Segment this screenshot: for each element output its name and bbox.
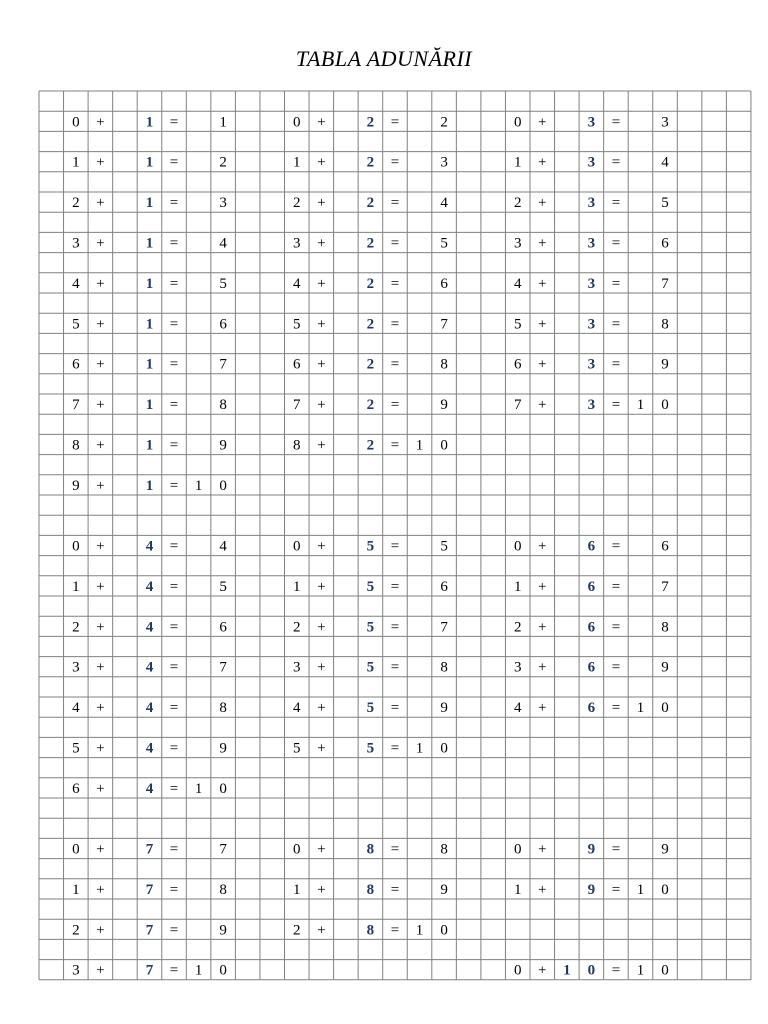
first-addend: 6 — [513, 356, 522, 373]
first-addend: 8 — [293, 437, 301, 454]
equals-sign: = — [611, 235, 621, 252]
equals-sign: = — [390, 275, 400, 292]
result: 7 — [219, 841, 227, 858]
equals-sign: = — [390, 195, 400, 212]
second-addend: 2 — [366, 114, 375, 131]
first-addend: 0 — [72, 841, 80, 858]
first-addend: 5 — [293, 740, 301, 757]
plus-sign: + — [317, 659, 326, 676]
equals-sign: = — [390, 700, 400, 717]
result-digit: 1 — [194, 477, 203, 494]
result-digit: 1 — [636, 962, 645, 979]
first-addend: 7 — [293, 397, 301, 414]
equals-sign: = — [611, 700, 621, 717]
equals-sign: = — [390, 235, 400, 252]
second-addend: 5 — [366, 700, 375, 717]
plus-sign: + — [96, 780, 105, 797]
result: 4 — [219, 235, 227, 252]
result: 2 — [219, 154, 227, 171]
first-addend: 2 — [72, 922, 80, 939]
first-addend: 4 — [72, 700, 80, 717]
first-addend: 3 — [72, 659, 80, 676]
first-addend: 2 — [293, 922, 301, 939]
plus-sign: + — [96, 397, 105, 414]
first-addend: 5 — [72, 740, 80, 757]
plus-sign: + — [96, 619, 105, 636]
plus-sign: + — [96, 114, 105, 131]
plus-sign: + — [538, 275, 547, 292]
second-addend: 2 — [366, 397, 375, 414]
result: 9 — [440, 397, 448, 414]
result: 3 — [219, 195, 227, 212]
equals-sign: = — [390, 659, 400, 676]
result: 6 — [661, 538, 669, 555]
result-digit: 1 — [415, 437, 424, 454]
second-addend: 4 — [145, 700, 154, 717]
second-addend: 4 — [145, 659, 154, 676]
equals-sign: = — [169, 114, 179, 131]
plus-sign: + — [96, 437, 105, 454]
equals-sign: = — [611, 619, 621, 636]
result: 8 — [219, 700, 227, 717]
second-addend: 4 — [145, 538, 154, 555]
equals-sign: = — [169, 841, 179, 858]
second-addend: 3 — [587, 154, 596, 171]
result: 7 — [661, 275, 669, 292]
result: 7 — [661, 578, 669, 595]
second-addend: 1 — [145, 235, 154, 252]
plus-sign: + — [538, 619, 547, 636]
second-addend: 1 — [145, 356, 154, 373]
second-addend: 2 — [366, 275, 375, 292]
first-addend: 3 — [293, 659, 301, 676]
first-addend: 1 — [72, 154, 80, 171]
first-addend: 1 — [513, 578, 522, 595]
result-digit: 0 — [661, 962, 669, 979]
equals-sign: = — [169, 477, 179, 494]
equals-sign: = — [169, 659, 179, 676]
equals-sign: = — [611, 578, 621, 595]
equals-sign: = — [611, 841, 621, 858]
second-addend: 7 — [145, 841, 154, 858]
result: 8 — [661, 316, 669, 333]
first-addend: 1 — [293, 578, 301, 595]
second-addend: 2 — [366, 195, 375, 212]
plus-sign: + — [538, 962, 547, 979]
second-addend: 5 — [366, 659, 375, 676]
result: 8 — [661, 619, 669, 636]
second-addend: 1 — [145, 114, 154, 131]
result: 9 — [219, 437, 227, 454]
plus-sign: + — [538, 316, 547, 333]
equals-sign: = — [169, 780, 179, 797]
equals-sign: = — [390, 114, 400, 131]
equals-sign: = — [611, 154, 621, 171]
plus-sign: + — [538, 538, 547, 555]
second-addend: 1 — [145, 477, 154, 494]
plus-sign: + — [96, 962, 105, 979]
plus-sign: + — [96, 154, 105, 171]
plus-sign: + — [317, 195, 326, 212]
result: 6 — [661, 235, 669, 252]
first-addend: 7 — [72, 397, 80, 414]
second-addend: 2 — [366, 235, 375, 252]
result: 9 — [661, 659, 669, 676]
first-addend: 5 — [72, 316, 80, 333]
second-addend: 1 — [145, 154, 154, 171]
first-addend: 2 — [513, 619, 522, 636]
first-addend: 5 — [293, 316, 301, 333]
result: 5 — [219, 275, 227, 292]
equals-sign: = — [169, 619, 179, 636]
result-digit: 1 — [194, 780, 203, 797]
result: 6 — [219, 316, 227, 333]
result: 7 — [219, 659, 227, 676]
first-addend: 4 — [513, 275, 522, 292]
equals-sign: = — [169, 154, 179, 171]
equals-sign: = — [611, 356, 621, 373]
plus-sign: + — [96, 578, 105, 595]
first-addend: 0 — [513, 538, 522, 555]
second-addend: 8 — [366, 881, 375, 898]
second-addend: 7 — [145, 881, 154, 898]
second-addend: 6 — [587, 538, 596, 555]
first-addend: 4 — [513, 700, 522, 717]
second-addend: 3 — [587, 114, 596, 131]
equals-sign: = — [169, 962, 179, 979]
equals-sign: = — [390, 316, 400, 333]
second-addend: 8 — [366, 922, 375, 939]
result: 3 — [661, 114, 669, 131]
first-addend: 0 — [293, 114, 301, 131]
first-addend: 9 — [72, 477, 80, 494]
first-addend: 0 — [293, 538, 301, 555]
equals-sign: = — [390, 397, 400, 414]
first-addend: 0 — [72, 114, 80, 131]
second-addend: 5 — [366, 538, 375, 555]
second-addend: 6 — [587, 700, 596, 717]
first-addend: 2 — [72, 619, 80, 636]
first-addend: 0 — [513, 114, 522, 131]
result-digit: 1 — [415, 740, 424, 757]
second-addend: 5 — [366, 619, 375, 636]
equals-sign: = — [169, 881, 179, 898]
second-addend: 3 — [587, 397, 596, 414]
plus-sign: + — [317, 700, 326, 717]
plus-sign: + — [538, 841, 547, 858]
plus-sign: + — [538, 154, 547, 171]
equals-sign: = — [390, 538, 400, 555]
second-addend: 5 — [366, 740, 375, 757]
plus-sign: + — [317, 437, 326, 454]
plus-sign: + — [96, 195, 105, 212]
equals-sign: = — [390, 619, 400, 636]
second-addend-digit: 1 — [563, 962, 571, 979]
result: 4 — [440, 195, 448, 212]
first-addend: 6 — [293, 356, 301, 373]
second-addend: 4 — [145, 780, 154, 797]
result: 7 — [440, 619, 448, 636]
equals-sign: = — [390, 881, 400, 898]
first-addend: 5 — [513, 316, 522, 333]
first-addend: 4 — [293, 275, 301, 292]
equals-sign: = — [390, 578, 400, 595]
result-digit: 0 — [219, 962, 227, 979]
plus-sign: + — [538, 397, 547, 414]
second-addend: 2 — [366, 356, 375, 373]
equals-sign: = — [169, 740, 179, 757]
result: 7 — [219, 356, 227, 373]
second-addend: 3 — [587, 275, 596, 292]
result: 7 — [440, 316, 448, 333]
equals-sign: = — [169, 356, 179, 373]
first-addend: 7 — [513, 397, 522, 414]
result: 9 — [661, 356, 669, 373]
equals-sign: = — [611, 275, 621, 292]
plus-sign: + — [317, 841, 326, 858]
plus-sign: + — [538, 356, 547, 373]
second-addend: 1 — [145, 397, 154, 414]
plus-sign: + — [317, 275, 326, 292]
result-digit: 1 — [636, 700, 645, 717]
second-addend: 3 — [587, 235, 596, 252]
first-addend: 1 — [513, 881, 522, 898]
second-addend: 1 — [145, 437, 154, 454]
result-digit: 0 — [219, 477, 227, 494]
second-addend: 8 — [366, 841, 375, 858]
plus-sign: + — [538, 235, 547, 252]
plus-sign: + — [96, 841, 105, 858]
result: 9 — [219, 922, 227, 939]
second-addend: 7 — [145, 922, 154, 939]
first-addend: 1 — [72, 881, 80, 898]
plus-sign: + — [96, 477, 105, 494]
second-addend: 6 — [587, 619, 596, 636]
result: 8 — [219, 397, 227, 414]
second-addend: 6 — [587, 659, 596, 676]
plus-sign: + — [317, 740, 326, 757]
plus-sign: + — [538, 881, 547, 898]
second-addend: 9 — [587, 841, 596, 858]
plus-sign: + — [96, 700, 105, 717]
result-digit: 0 — [661, 700, 669, 717]
first-addend: 3 — [72, 962, 80, 979]
equals-sign: = — [390, 922, 400, 939]
plus-sign: + — [96, 275, 105, 292]
equals-sign: = — [611, 881, 621, 898]
result-digit: 0 — [440, 437, 448, 454]
plus-sign: + — [317, 316, 326, 333]
equals-sign: = — [611, 659, 621, 676]
first-addend: 1 — [513, 154, 522, 171]
plus-sign: + — [317, 619, 326, 636]
second-addend: 4 — [145, 578, 154, 595]
equals-sign: = — [169, 397, 179, 414]
result-digit: 0 — [219, 780, 227, 797]
plus-sign: + — [317, 922, 326, 939]
equals-sign: = — [390, 437, 400, 454]
equals-sign: = — [169, 578, 179, 595]
equals-sign: = — [169, 538, 179, 555]
second-addend: 5 — [366, 578, 375, 595]
result: 5 — [661, 195, 669, 212]
result: 4 — [219, 538, 227, 555]
plus-sign: + — [317, 356, 326, 373]
result: 1 — [219, 114, 227, 131]
result: 9 — [661, 841, 669, 858]
plus-sign: + — [317, 154, 326, 171]
first-addend: 2 — [513, 195, 522, 212]
first-addend: 0 — [293, 841, 301, 858]
equals-sign: = — [611, 316, 621, 333]
second-addend: 4 — [145, 740, 154, 757]
first-addend: 3 — [513, 659, 522, 676]
second-addend-digit: 0 — [587, 962, 596, 979]
result: 9 — [440, 700, 448, 717]
equals-sign: = — [611, 114, 621, 131]
second-addend: 9 — [587, 881, 596, 898]
first-addend: 3 — [72, 235, 80, 252]
second-addend: 3 — [587, 316, 596, 333]
result: 5 — [440, 235, 448, 252]
equals-sign: = — [390, 356, 400, 373]
second-addend: 2 — [366, 316, 375, 333]
first-addend: 2 — [293, 619, 301, 636]
result-digit: 0 — [661, 397, 669, 414]
result: 4 — [661, 154, 669, 171]
plus-sign: + — [317, 881, 326, 898]
plus-sign: + — [538, 700, 547, 717]
first-addend: 0 — [513, 962, 522, 979]
result: 6 — [219, 619, 227, 636]
equals-sign: = — [390, 154, 400, 171]
first-addend: 6 — [72, 780, 80, 797]
equals-sign: = — [169, 700, 179, 717]
second-addend: 4 — [145, 619, 154, 636]
plus-sign: + — [317, 578, 326, 595]
second-addend: 1 — [145, 316, 154, 333]
plus-sign: + — [317, 397, 326, 414]
equals-sign: = — [169, 437, 179, 454]
second-addend: 6 — [587, 578, 596, 595]
plus-sign: + — [538, 578, 547, 595]
result: 2 — [440, 114, 448, 131]
result-digit: 1 — [194, 962, 203, 979]
second-addend: 2 — [366, 437, 375, 454]
equals-sign: = — [611, 538, 621, 555]
first-addend: 2 — [72, 195, 80, 212]
result: 8 — [440, 659, 448, 676]
equals-sign: = — [611, 195, 621, 212]
first-addend: 2 — [293, 195, 301, 212]
equals-sign: = — [169, 235, 179, 252]
first-addend: 4 — [72, 275, 80, 292]
first-addend: 1 — [293, 881, 301, 898]
equals-sign: = — [169, 922, 179, 939]
plus-sign: + — [317, 235, 326, 252]
plus-sign: + — [96, 356, 105, 373]
result: 5 — [219, 578, 227, 595]
plus-sign: + — [96, 235, 105, 252]
plus-sign: + — [96, 881, 105, 898]
first-addend: 3 — [513, 235, 522, 252]
result-digit: 1 — [415, 922, 424, 939]
plus-sign: + — [96, 659, 105, 676]
first-addend: 6 — [72, 356, 80, 373]
result-digit: 0 — [661, 881, 669, 898]
result: 5 — [440, 538, 448, 555]
result: 9 — [440, 881, 448, 898]
first-addend: 4 — [293, 700, 301, 717]
result: 6 — [440, 275, 448, 292]
equals-sign: = — [169, 316, 179, 333]
first-addend: 3 — [293, 235, 301, 252]
first-addend: 0 — [513, 841, 522, 858]
result-digit: 0 — [440, 740, 448, 757]
plus-sign: + — [96, 922, 105, 939]
equals-sign: = — [390, 740, 400, 757]
first-addend: 1 — [293, 154, 301, 171]
second-addend: 1 — [145, 275, 154, 292]
result: 9 — [219, 740, 227, 757]
second-addend: 7 — [145, 962, 154, 979]
result: 8 — [219, 881, 227, 898]
result: 8 — [440, 841, 448, 858]
first-addend: 1 — [72, 578, 80, 595]
equals-sign: = — [611, 962, 621, 979]
plus-sign: + — [96, 740, 105, 757]
second-addend: 3 — [587, 356, 596, 373]
first-addend: 8 — [72, 437, 80, 454]
result-digit: 1 — [636, 397, 645, 414]
result: 6 — [440, 578, 448, 595]
second-addend: 1 — [145, 195, 154, 212]
plus-sign: + — [96, 538, 105, 555]
equals-sign: = — [390, 841, 400, 858]
plus-sign: + — [538, 659, 547, 676]
equals-sign: = — [169, 195, 179, 212]
plus-sign: + — [96, 316, 105, 333]
first-addend: 0 — [72, 538, 80, 555]
result-digit: 0 — [440, 922, 448, 939]
page-title: TABLA ADUNĂRII — [295, 46, 473, 71]
plus-sign: + — [317, 114, 326, 131]
result: 3 — [440, 154, 448, 171]
plus-sign: + — [538, 195, 547, 212]
result: 8 — [440, 356, 448, 373]
result-digit: 1 — [636, 881, 645, 898]
second-addend: 3 — [587, 195, 596, 212]
equals-sign: = — [169, 275, 179, 292]
equals-sign: = — [611, 397, 621, 414]
second-addend: 2 — [366, 154, 375, 171]
plus-sign: + — [317, 538, 326, 555]
plus-sign: + — [538, 114, 547, 131]
